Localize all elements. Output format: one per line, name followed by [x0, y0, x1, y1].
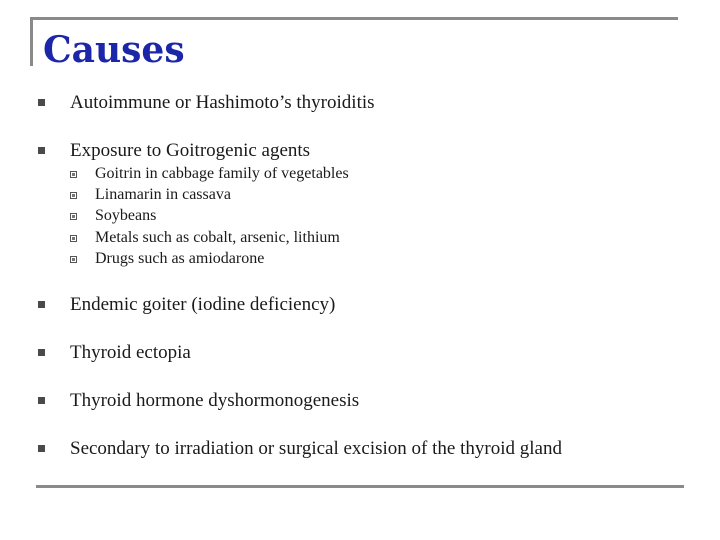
- sub-bullet-text: Goitrin in cabbage family of vegetables: [95, 165, 349, 182]
- square-bullet-icon: [38, 349, 45, 356]
- square-bullet-icon: [38, 147, 45, 154]
- square-bullet-icon: [38, 397, 45, 404]
- bullet-text: Thyroid hormone dyshormonogenesis: [70, 390, 360, 411]
- frame-bottom-border: [36, 485, 684, 488]
- frame-top-border: [30, 17, 678, 20]
- checkbox-bullet-icon: [70, 213, 77, 220]
- checkbox-bullet-icon: [70, 235, 77, 242]
- checkbox-bullet-icon: [70, 256, 77, 263]
- bullet-text: Endemic goiter (iodine deficiency): [70, 294, 336, 315]
- square-bullet-icon: [38, 99, 45, 106]
- bullet-text: Exposure to Goitrogenic agents: [70, 140, 311, 161]
- sub-bullet-text: Linamarin in cassava: [95, 186, 231, 203]
- square-bullet-icon: [38, 445, 45, 452]
- sub-bullet-text: Drugs such as amiodarone: [95, 250, 265, 267]
- bullet-text: Thyroid ectopia: [70, 342, 191, 363]
- sub-bullet-text: Metals such as cobalt, arsenic, lithium: [95, 229, 340, 246]
- square-bullet-icon: [38, 301, 45, 308]
- bullet-text: Secondary to irradiation or surgical excision of the thyroid gland: [70, 438, 562, 459]
- checkbox-bullet-icon: [70, 171, 77, 178]
- bullet-text: Autoimmune or Hashimoto’s thyroiditis: [70, 92, 375, 113]
- slide-title: Causes: [43, 29, 185, 71]
- frame-left-border: [30, 17, 33, 66]
- checkbox-bullet-icon: [70, 192, 77, 199]
- sub-bullet-text: Soybeans: [95, 207, 157, 224]
